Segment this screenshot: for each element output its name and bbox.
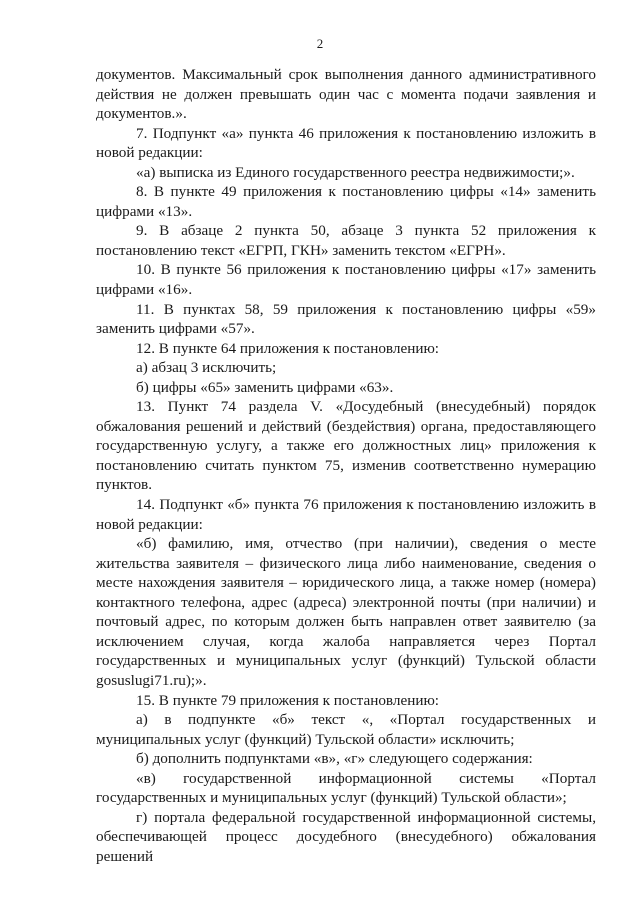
paragraph: а) абзац 3 исключить; [136,359,277,377]
paragraph: а) в подпункте «б» текст «, «Портал государственных и муниципальных услуг (функций) Тульской области» исключить; [96,711,596,748]
paragraph: 14. Подпункт «б» пункта 76 приложения к постановлению изложить в новой редакции: [96,496,596,533]
paragraph: б) цифры «65» заменить цифрами «63». [136,378,394,396]
paragraph: 8. В пункте 49 приложения к постановлению цифры «14» заменить цифрами «13». [96,183,596,220]
paragraph: 12. В пункте 64 приложения к постановлению: [136,339,440,357]
paragraph: 7. Подпункт «а» пункта 46 приложения к постановлению изложить в новой редакции: [96,124,596,162]
page-number: 2 [316,36,324,51]
paragraph: 11. В пунктах 58, 59 приложения к постановлению цифры «59» заменить цифрами «57». [96,300,596,338]
paragraph: г) портала федеральной государственной информационной системы, обеспечивающей процесс досудебного (внесудебного) обжалования решений [96,808,596,865]
document-body [96,65,596,866]
paragraph: 13. Пункт 74 раздела V. «Досудебный (внесудебный) порядок обжалования решений и действий (бездействия) органа, предоставляющего государственную услугу, а также его должностных лиц» приложения к постановлению считать пунктом 75, изменив соответственно нумерацию пунктов. [96,398,596,494]
paragraph: 9. В абзаце 2 пункта 50, абзаце 3 пункта 52 приложения к постановлению текст «ЕГРП, ГКН» заменить текстом «ЕГРН». [96,222,596,259]
paragraph: документов. Максимальный срок выполнения данного административного действия не должен превышать один час с момента подачи заявления и документов.». [96,66,596,123]
paragraph: «в) государственной информационной системы «Портал государственных и муниципальных услуг (функций) Тульской области»; [96,769,596,807]
paragraph: б) дополнить подпунктами «в», «г» следующего содержания: [136,750,533,768]
paragraph: 15. В пункте 79 приложения к постановлению: [136,691,440,709]
paragraph: «а) выписка из Единого государственного реестра недвижимости;». [136,163,575,181]
paragraph: «б) фамилию, имя, отчество (при наличии), сведения о месте жительства заявителя – физического лица либо наименование, сведения о месте нахождения заявителя – юридического лица, а также номер (номера) контактного телефона, адрес (адреса) электронной почты (при наличии) и почтовый адрес, по которым должен быть направлен ответ заявителю (за исключением случая, когда жалоба направляется через Портал государственных и муниципальных услуг (функций) Тульской области gosuslugi71.ru);». [96,535,596,689]
paragraph: 10. В пункте 56 приложения к постановлению цифры «17» заменить цифрами «16». [96,261,596,299]
